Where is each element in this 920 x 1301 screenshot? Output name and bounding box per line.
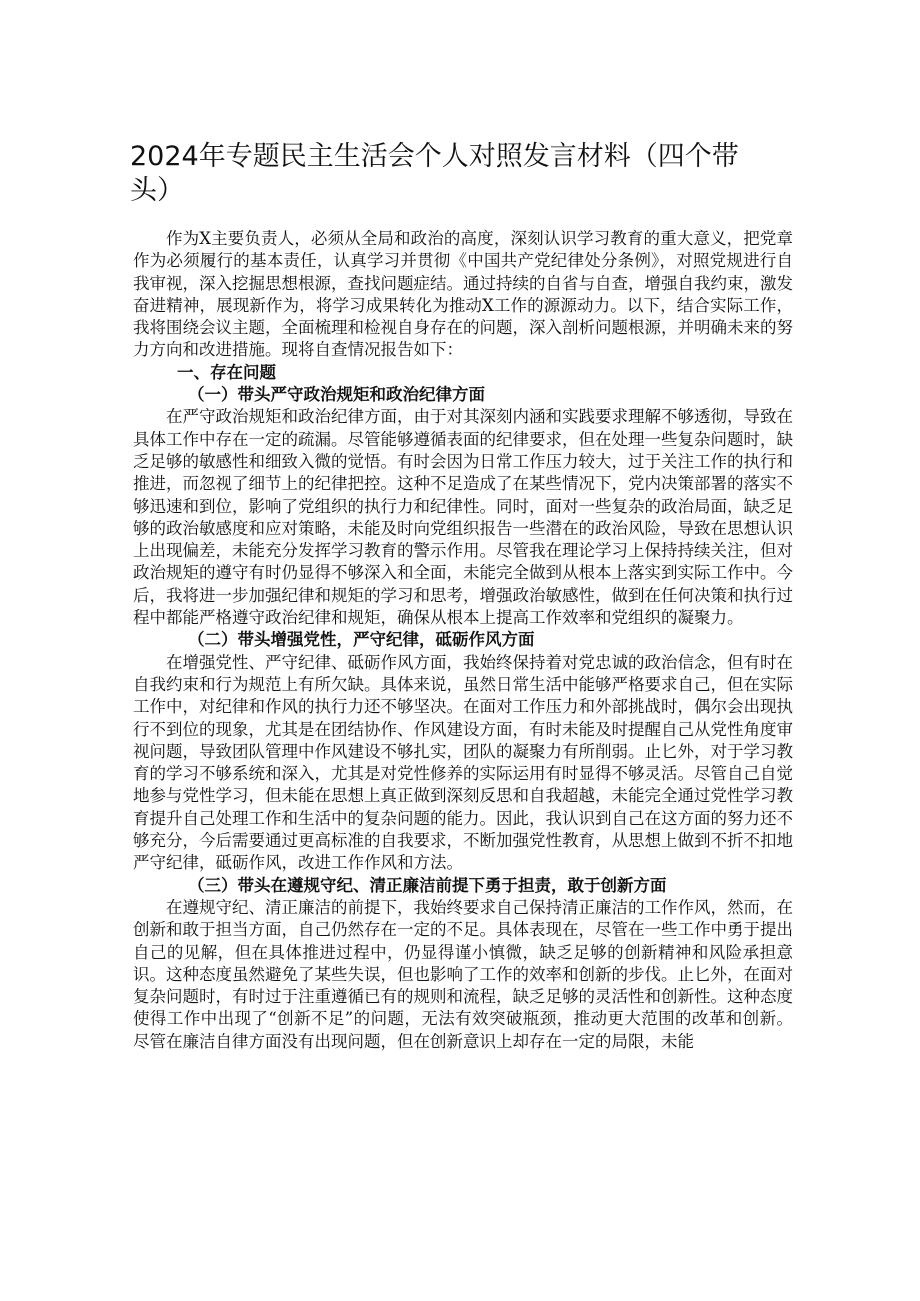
document-body — [133, 228, 793, 1053]
intro-paragraph: 作为X主要负责人，必须从全局和政治的高度，深刻认识学习教育的重大意义，把党章作为必须履行的基本责任，认真学习并贯彻《中国共产党纪律处分条例》，对照党规进行自我审视，深入挖掘思想根源，查找问题症结。通过持续的自省与自查，增强自我约束，激发奋进精神，展现新作为，将学习成果转化为推动X工作的源源动力。以下，结合实际工作，我将围绕会议主题，全面梳理和检视自身存在的问题，深入剖析问题根源，并明确未来的努力方向和改进措施。现将自查情况报告如下： — [133, 229, 793, 360]
subsection-3-paragraph: 在遵规守纪、清正廉洁的前提下，我始终要求自己保持清正廉洁的工作作风，然而，在创新和敢于担当方面，自己仍然存在一定的不足。具体表现在，尽管在一些工作中勇于提出自己的见解，但在具体推进过程中，仍显得谨小慎微，缺乏足够的创新精神和风险承担意识。这种态度虽然避免了某些失误，但也影响了工作的效率和创新的步伐。止匕外，在面对复杂问题时，有时过于注重遵循已有的规则和流程，缺乏足够的灵活性和创新性。这种态度使得工作中出现了“创新不足”的问题，无法有效突破瓶颈，推动更大范围的改革和创新。尽管在廉洁自律方面没有出现问题，但在创新意识上却存在一定的局限，未能 — [133, 897, 793, 1051]
section-heading-problems: 一、存在问题 — [177, 362, 276, 382]
subsection-1-paragraph: 在严守政治规矩和政治纪律方面，由于对其深刻内涵和实践要求理解不够透彻，导致在具体工作中存在一定的疏漏。尽管能够遵循表面的纪律要求，但在处理一些复杂问题时，缺乏足够的敏感性和细致入微的觉悟。有时会因为日常工作压力较大，过于关注工作的执行和推进，而忽视了细节上的纪律把控。这种不足造成了在某些情况下，党内决策部署的落实不够迅速和到位，影响了党组织的执行力和纪律性。同时，面对一些复杂的政治局面，缺乏足够的政治敏感度和应对策略，未能及时向党组织报告一些潜在的政治风险，导致在思想认识上出现偏差，未能充分发挥学习教育的警示作用。尽管我在理论学习上保持持续关注，但对政治规矩的遵守有时仍显得不够深入和全面，未能完全做到从根本上落实到实际工作中。今后，我将进一步加强纪律和规矩的学习和思考，增强政治敏感性，做到在任何决策和执行过程中都能严格遵守政治纪律和规矩，确保从根本上提高工作效率和党组织的凝聚力。 — [133, 407, 793, 628]
subsection-heading-1: （一）带头严守政治规矩和政治纪律方面 — [188, 385, 485, 405]
subsection-heading-2: （二）带头增强党性，严守纪律，砥砺作风方面 — [188, 630, 535, 650]
subsection-2-paragraph: 在增强党性、严守纪律、砥砺作风方面，我始终保持着对党忠诚的政治信念，但有时在自我约束和行为规范上有所欠缺。具体来说，虽然日常生活中能够严格要求自己，但在实际工作中，对纪律和作风的执行力还不够坚决。在面对工作压力和外部挑战时，偶尔会出现执行不到位的现象，尤其是在团结协作、作风建设方面，有时未能及时提醒自己从党性角度审视问题，导致团队管理中作风建设不够扎实，团队的凝聚力有所削弱。止匕外，对于学习教育的学习不够系统和深入，尤其是对党性修养的实际运用有时显得不够灵活。尽管自己自觉地参与党性学习，但未能在思想上真正做到深刻反思和自我超越，未能完全通过党性学习教育提升自己处理工作和生活中的复杂问题的能力。因此，我认识到自己在这方面的努力还不够充分，今后需要通过更高标准的自我要求，不断加强党性教育，从思想上做到不折不扣地严守纪律，砥砺作风，改进工作作风和方法。 — [133, 652, 793, 873]
subsection-heading-3: （三）带头在遵规守纪、清正廉洁前提下勇于担责，敢于创新方面 — [188, 875, 667, 895]
document-title: 2024年专题民主生活会个人对照发言材料（四个带头） — [130, 141, 739, 206]
